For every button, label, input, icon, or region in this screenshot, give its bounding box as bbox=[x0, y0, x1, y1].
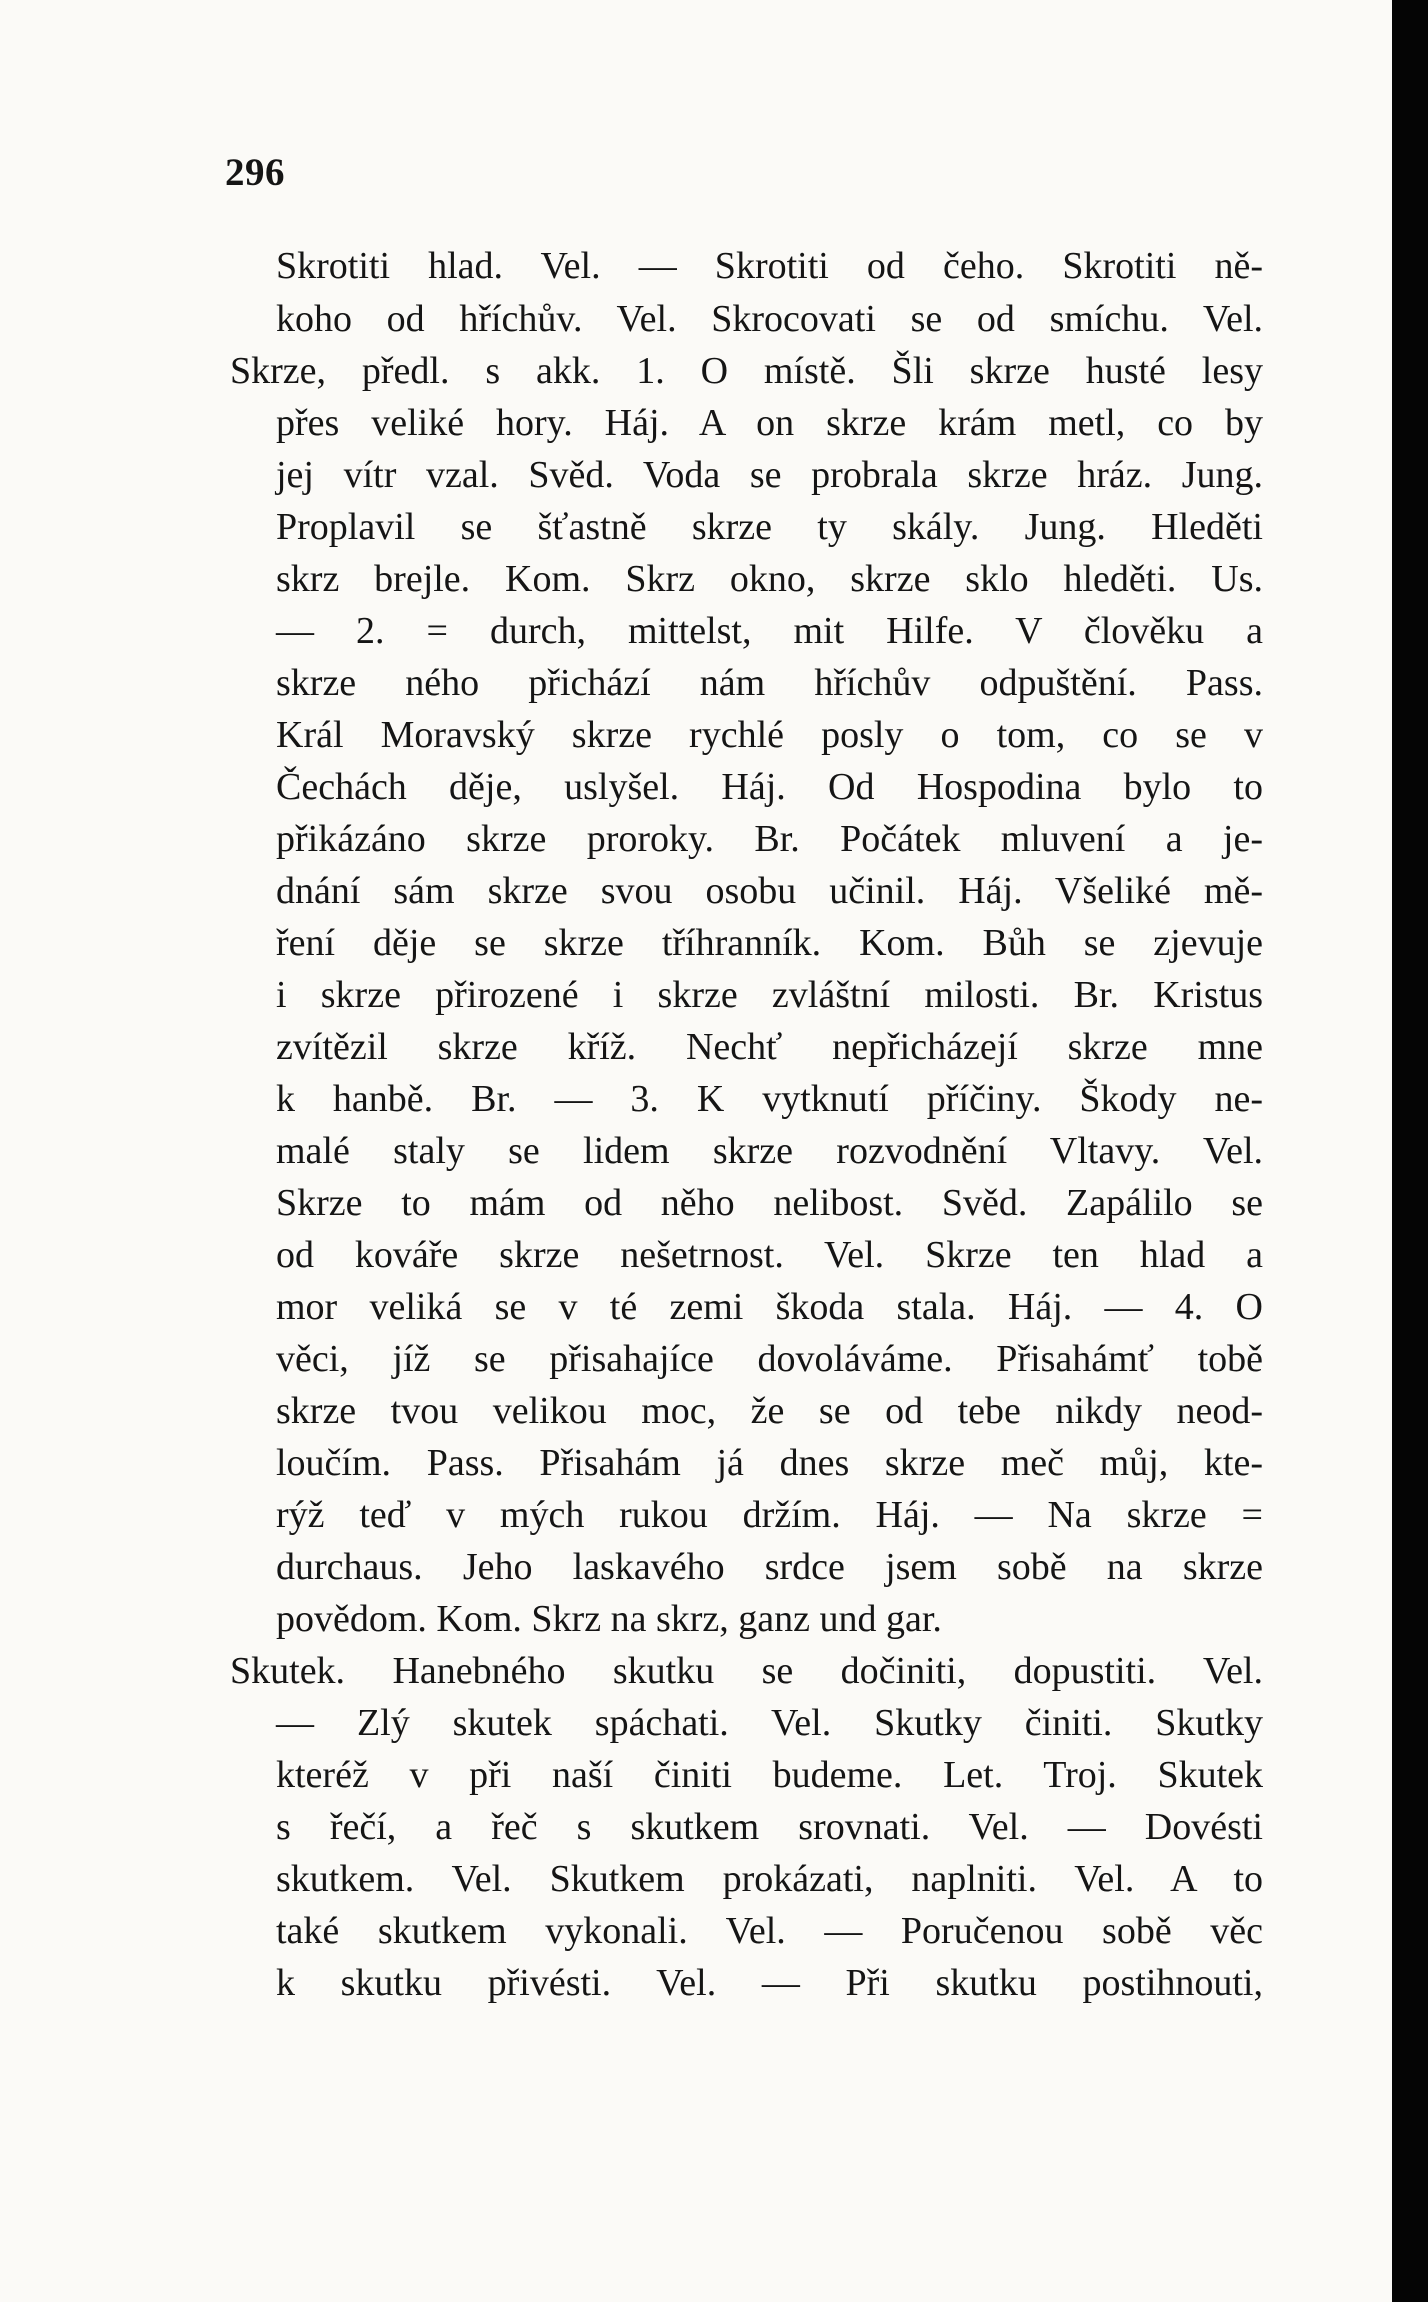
text-line: k hanbě. Br. — 3. K vytknutí příčiny. Škody ne- bbox=[276, 1078, 1263, 1120]
text-line: s řečí, a řeč s skutkem srovnati. Vel. — Dovésti bbox=[276, 1806, 1263, 1848]
text-line: dnání sám skrze svou osobu učinil. Háj. Všeliké mě- bbox=[276, 870, 1263, 912]
text-line: malé staly se lidem skrze rozvodnění Vltavy. Vel. bbox=[276, 1130, 1263, 1172]
text-line: k skutku přivésti. Vel. — Při skutku postihnouti, bbox=[276, 1962, 1263, 2004]
text-line: — Zlý skutek spáchati. Vel. Skutky činiti. Skutky bbox=[276, 1702, 1263, 1744]
text-line: také skutkem vykonali. Vel. — Poručenou sobě věc bbox=[276, 1910, 1263, 1952]
text-line: Skrze to mám od něho nelibost. Svěd. Zapálilo se bbox=[276, 1182, 1263, 1224]
text-line: loučím. Pass. Přisahám já dnes skrze meč můj, kte- bbox=[276, 1442, 1263, 1484]
text-line: Skrotiti hlad. Vel. — Skrotiti od čeho. Skrotiti ně- bbox=[276, 245, 1263, 287]
text-line: přes veliké hory. Háj. A on skrze krám metl, co by bbox=[276, 402, 1263, 444]
text-line: od kováře skrze nešetrnost. Vel. Skrze ten hlad a bbox=[276, 1234, 1263, 1276]
text-line: i skrze přirozené i skrze zvláštní milosti. Br. Kristus bbox=[276, 974, 1263, 1016]
entry-line-skrze: Skrze, předl. s akk. 1. O místě. Šli skrze husté lesy bbox=[230, 350, 1263, 392]
entry-line-skutek: Skutek. Hanebného skutku se dočiniti, dopustiti. Vel. bbox=[230, 1650, 1263, 1692]
text-line: povědom. Kom. Skrz na skrz, ganz und gar. bbox=[276, 1598, 942, 1640]
text-line: skrze ného přichází nám hříchův odpuštění. Pass. bbox=[276, 662, 1263, 704]
text-line: mor veliká se v té zemi škoda stala. Háj. — 4. O bbox=[276, 1286, 1263, 1328]
text-line: ření děje se skrze tříhranník. Kom. Bůh se zjevuje bbox=[276, 922, 1263, 964]
text-line: durchaus. Jeho laskavého srdce jsem sobě na skrze bbox=[276, 1546, 1263, 1588]
text-line: — 2. = durch, mittelst, mit Hilfe. V člověku a bbox=[276, 610, 1263, 652]
text-line: skutkem. Vel. Skutkem prokázati, naplniti. Vel. A to bbox=[276, 1858, 1263, 1900]
text-line: skrze tvou velikou moc, že se od tebe nikdy neod- bbox=[276, 1390, 1263, 1432]
text-line: věci, jíž se přisahajíce dovoláváme. Přisahámť tobě bbox=[276, 1338, 1263, 1380]
text-line: zvítězil skrze kříž. Nechť nepřicházejí skrze mne bbox=[276, 1026, 1263, 1068]
text-line: Proplavil se šťastně skrze ty skály. Jung. Hleděti bbox=[276, 506, 1263, 548]
text-line: Čechách děje, uslyšel. Háj. Od Hospodina bylo to bbox=[276, 766, 1263, 808]
text-line: jej vítr vzal. Svěd. Voda se probrala skrze hráz. Jung. bbox=[276, 454, 1263, 496]
text-line: kteréž v při naší činiti budeme. Let. Troj. Skutek bbox=[276, 1754, 1263, 1796]
text-line: skrz brejle. Kom. Skrz okno, skrze sklo hleděti. Us. bbox=[276, 558, 1263, 600]
text-line: koho od hříchův. Vel. Skrocovati se od smíchu. Vel. bbox=[276, 298, 1263, 340]
text-line: rýž teď v mých rukou držím. Háj. — Na skrze = bbox=[276, 1494, 1263, 1536]
text-line: Král Moravský skrze rychlé posly o tom, co se v bbox=[276, 714, 1263, 756]
text-line: přikázáno skrze proroky. Br. Počátek mluvení a je- bbox=[276, 818, 1263, 860]
page-number: 296 bbox=[225, 151, 285, 194]
